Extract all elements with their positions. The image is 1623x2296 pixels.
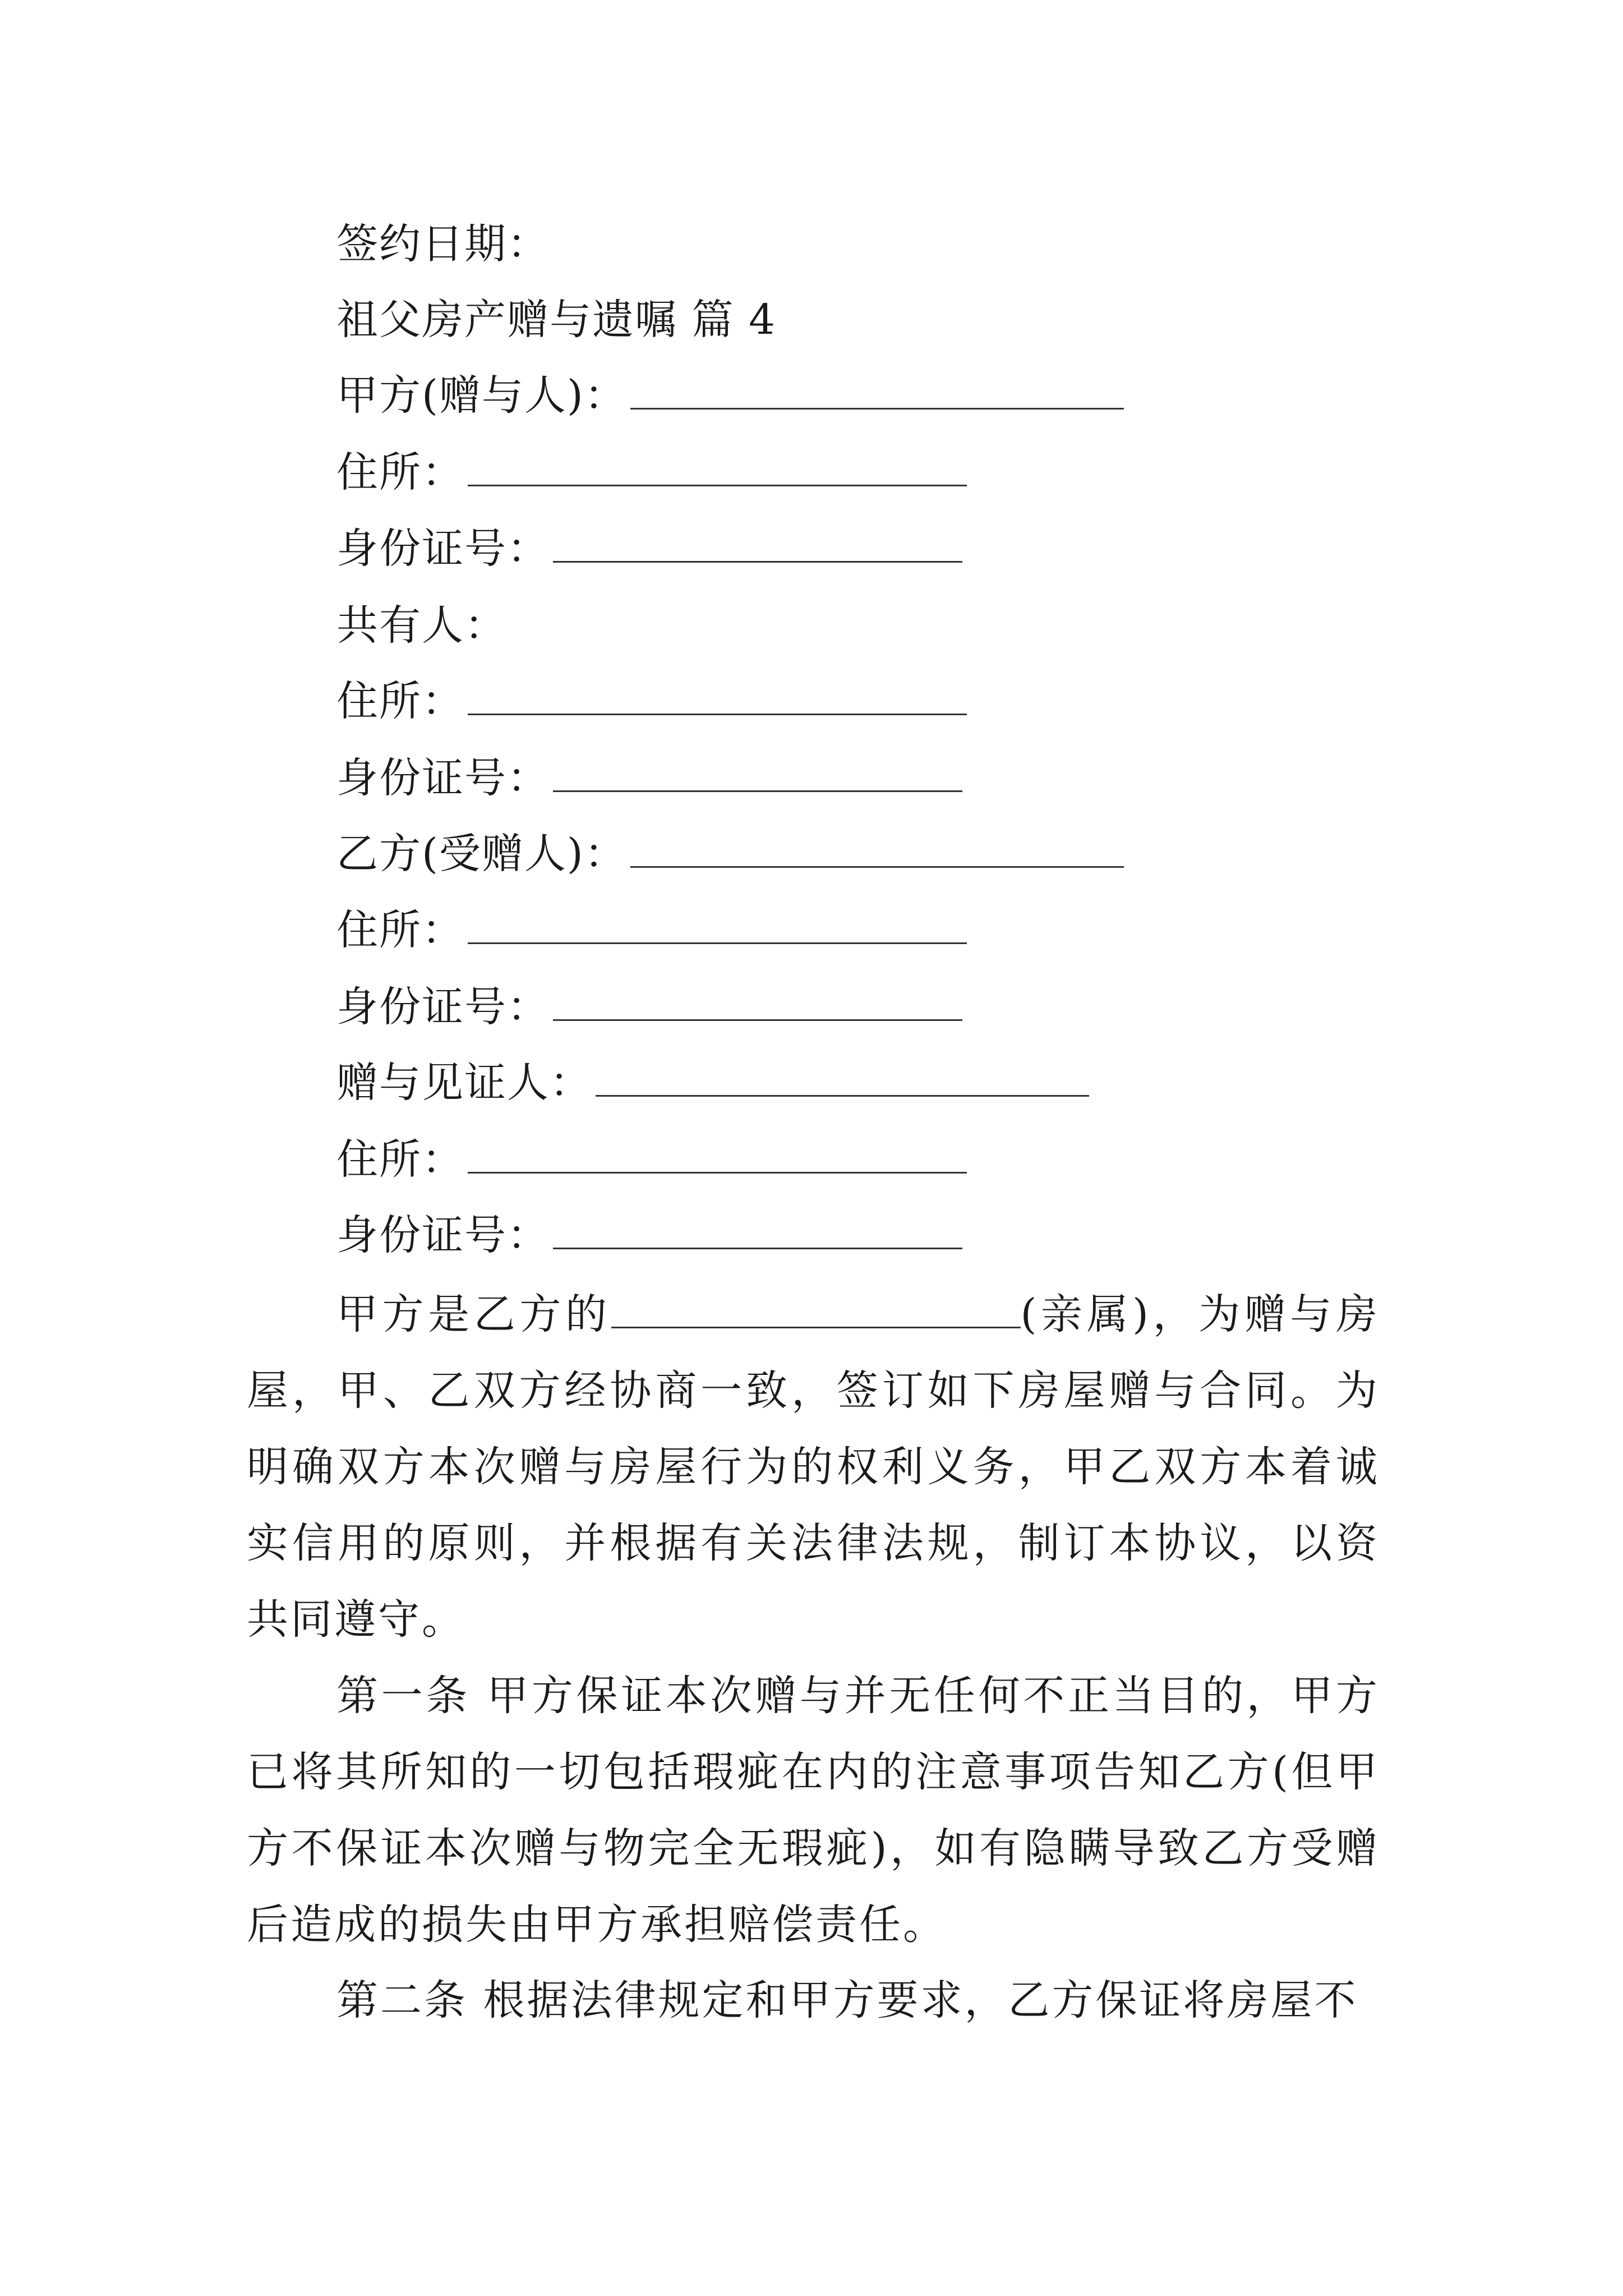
relation-blank[interactable] xyxy=(611,1287,1021,1328)
fill-blank[interactable] xyxy=(553,980,962,1021)
field-donor-address xyxy=(336,444,967,500)
field-label: 住所： xyxy=(336,906,464,954)
fill-blank[interactable] xyxy=(553,1208,962,1249)
field-label: 住所： xyxy=(336,448,464,496)
signing-date: 签约日期： xyxy=(336,220,550,268)
field-label: 乙方(受赠人)： xyxy=(336,830,627,878)
article-2: 第二条 根据法律规定和甲方要求，乙方保证将房屋不 xyxy=(336,1976,1358,2024)
field-label: 身份证号： xyxy=(336,524,550,573)
fill-blank[interactable] xyxy=(630,827,1124,868)
field-label: 身份证号： xyxy=(336,754,550,802)
field-label: 住所： xyxy=(336,677,464,725)
fill-blank[interactable] xyxy=(630,369,1124,409)
field-donee xyxy=(336,826,1124,882)
field-label: 赠与见证人： xyxy=(336,1059,592,1107)
section-title: 祖父房产赠与遗嘱 篇 4 xyxy=(336,296,777,344)
field-label: 共有人： xyxy=(336,601,507,650)
field-donor-id xyxy=(336,521,962,577)
fill-blank[interactable] xyxy=(468,1133,967,1174)
field-label: 甲方(赠与人)： xyxy=(336,371,627,420)
intro-paragraph: 甲方是乙方的 (亲属)，为赠与房屋，甲、乙双方经协商一致，签订如下房屋赠与合同。为明确双方本次赠与房屋行为的权利义务，甲乙双方本着诚实信用的原则，并根据有关法律法规，制订本协议，以资共同遵守。 xyxy=(247,1276,1380,1658)
field-label: 身份证号： xyxy=(336,983,550,1031)
field-label: 住所： xyxy=(336,1135,464,1184)
field-witness-id xyxy=(336,1207,962,1263)
fill-blank[interactable] xyxy=(553,751,962,792)
field-label: 身份证号： xyxy=(336,1211,550,1259)
field-co-owner-address xyxy=(336,673,967,729)
fill-blank[interactable] xyxy=(553,522,962,563)
field-donee-address xyxy=(336,902,967,958)
field-witness xyxy=(336,1055,1089,1111)
field-witness-address xyxy=(336,1131,967,1188)
field-co-owner-id xyxy=(336,750,962,806)
field-donee-id xyxy=(336,979,962,1035)
fill-blank[interactable] xyxy=(468,903,967,944)
fill-blank[interactable] xyxy=(596,1056,1089,1097)
field-donor xyxy=(336,367,1124,424)
fill-blank[interactable] xyxy=(468,445,967,486)
article-1: 第一条 甲方保证本次赠与并无任何不正当目的，甲方已将其所知的一切包括瑕疵在内的注意事项告知乙方(但甲方不保证本次赠与物完全无瑕疵)，如有隐瞒导致乙方受赠后造成的损失由甲方承担赔偿责任。 xyxy=(247,1672,1380,1949)
field-co-owner xyxy=(336,597,507,654)
fill-blank[interactable] xyxy=(468,674,967,715)
